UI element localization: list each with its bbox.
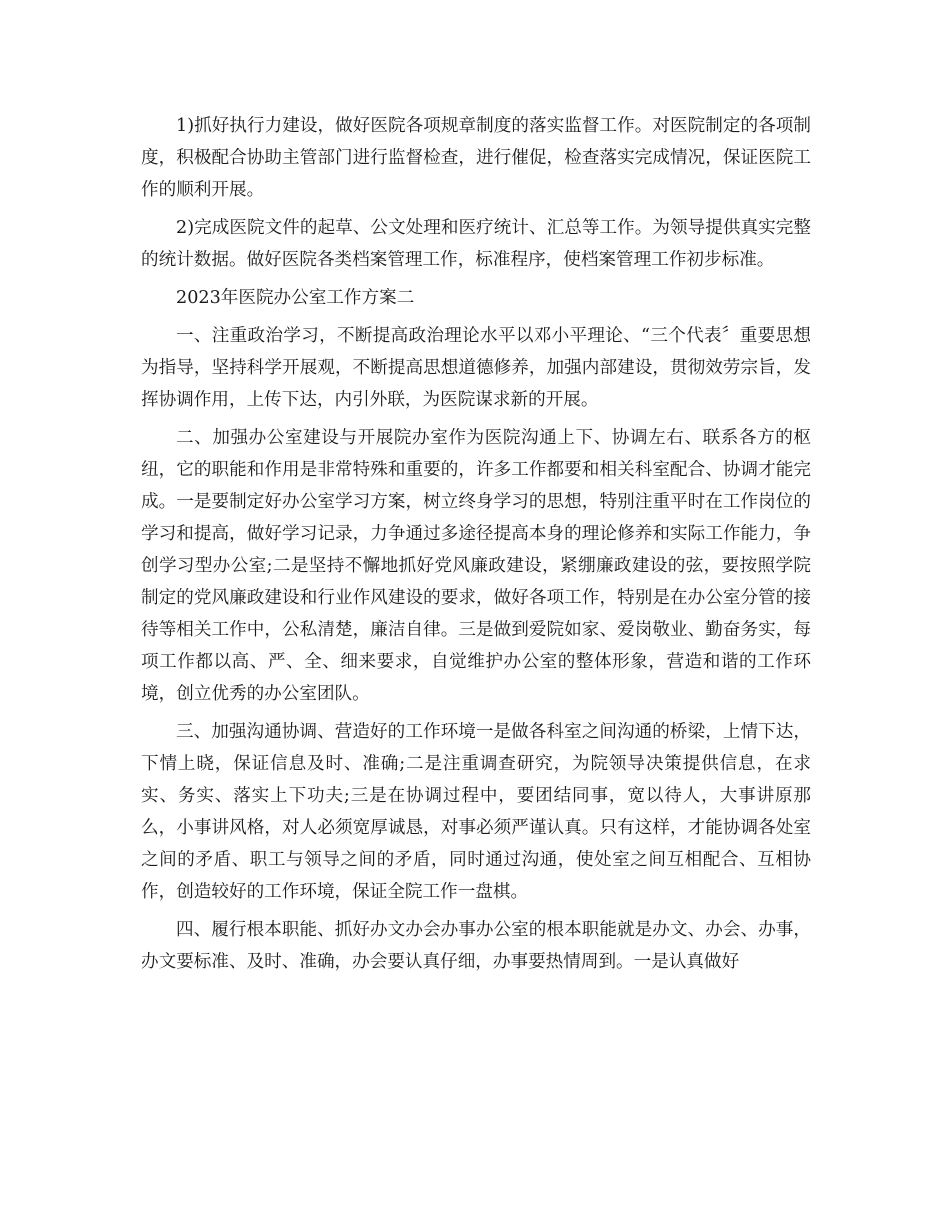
paragraph-3: 一、注重政治学习，不断提高政治理论水平以邓小平理论、“三个代表〞重要思想为指导，坚持科学开展观，不断提高思想道德修养，加强内部建设，贯彻效劳宗旨，发挥协调作用，上传下达，内引外联，为医院谋求新的开展。 xyxy=(141,326,811,410)
paragraph-5: 三、加强沟通协调、营造好的工作环境一是做各科室之间沟通的桥梁，上情下达，下情上晓，保证信息及时、准确;二是注重调查研究，为院领导决策提供信息，在求实、务实、落实上下功夫;三是在协调过程中，要团结同事，宽以待人，大事讲原那么，小事讲风格，对人必须宽厚诚恳，对事必须严谨认真。只有这样，才能协调各处室之间的矛盾、职工与领导之间的矛盾，同时通过沟通，使处室之间互相配合、互相协作，创造较好的工作环境，保证全院工作一盘棋。 xyxy=(141,722,811,902)
paragraph-4: 二、加强办公室建设与开展院办室作为医院沟通上下、协调左右、联系各方的枢纽，它的职能和作用是非常特殊和重要的，许多工作都要和相关科室配合、协调才能完成。一是要制定好办公室学习方案，树立终身学习的思想，特别注重平时在工作岗位的学习和提高，做好学习记录，力争通过多途径提高本身的理论修养和实际工作能力，争创学习型办公室;二是坚持不懈地抓好党风廉政建设，紧绷廉政建设的弦，要按照学院制定的党风廉政建设和行业作风建设的要求，做好各项工作，特别是在办公室分管的接待等相关工作中，公私清楚，廉洁自律。三是做到爱院如家、爱岗敬业、勤奋务实，每项工作都以高、严、全、细来要求，自觉维护办公室的整体形象，营造和谐的工作环境，创立优秀的办公室团队。 xyxy=(141,428,811,704)
section-heading: 2023年医院办公室工作方案二 xyxy=(176,288,415,308)
paragraph-1: 1)抓好执行力建设，做好医院各项规章制度的落实监督工作。对医院制定的各项制度，积极配合协助主管部门进行监督检查，进行催促，检查落实完成情况，保证医院工作的顺利开展。 xyxy=(141,116,811,200)
paragraph-6: 四、履行根本职能、抓好办文办会办事办公室的根本职能就是办文、办会、办事，办文要标准、及时、准确，办会要认真仔细，办事要热情周到。一是认真做好 xyxy=(141,920,811,972)
paragraph-2: 2)完成医院文件的起草、公文处理和医疗统计、汇总等工作。为领导提供真实完整的统计数据。做好医院各类档案管理工作，标准程序，使档案管理工作初步标准。 xyxy=(141,218,811,270)
document-body xyxy=(141,110,811,984)
